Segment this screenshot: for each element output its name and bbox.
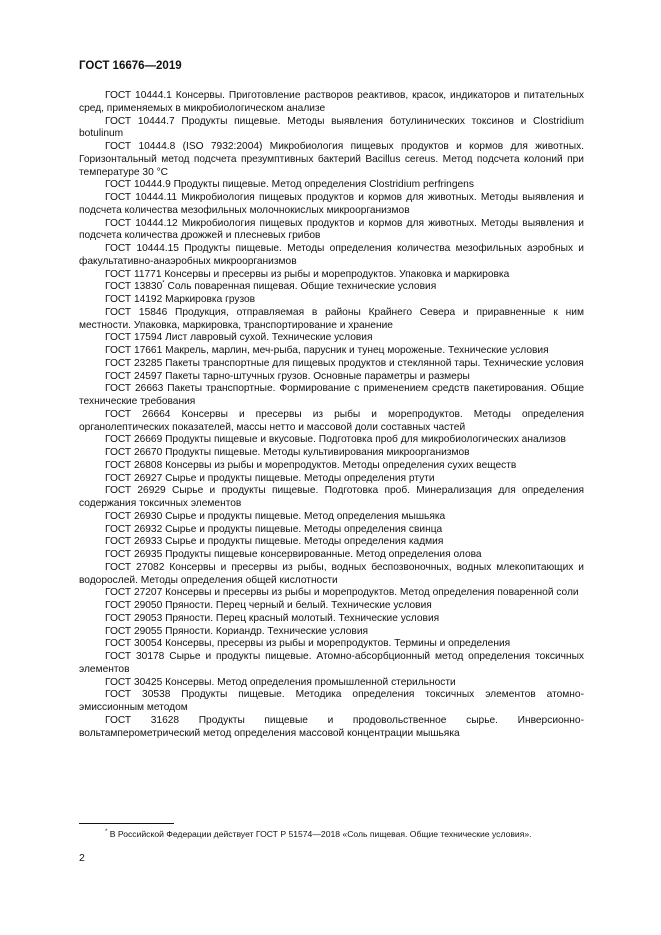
reference-entry: ГОСТ 10444.15 Продукты пищевые. Методы определения количества мезофильных аэробных и факультативно-анаэробных микроорганизмов [79, 243, 584, 267]
reference-entry: ГОСТ 17594 Лист лавровый сухой. Технические условия [105, 332, 373, 344]
reference-entry: ГОСТ 24597 Пакеты тарно-штучных грузов. Основные параметры и размеры [105, 370, 470, 382]
reference-entry: ГОСТ 26933 Сырье и продукты пищевые. Методы определения кадмия [105, 536, 444, 548]
reference-entry: ГОСТ 26935 Продукты пищевые консервированные. Метод определения олова [105, 549, 482, 560]
reference-title: Соль поваренная пищевая. Общие технические условия [164, 281, 437, 293]
reference-entry: ГОСТ 29053 Пряности. Перец красный молотый. Технические условия [105, 612, 440, 624]
reference-entry: ГОСТ 10444.1 Консервы. Приготовление растворов реактивов, красок, индикаторов и питательных сред, применяемых в микробиологическом анализе [79, 90, 584, 114]
document-header: ГОСТ 16676—2019 [79, 60, 182, 72]
footnote-divider [79, 823, 174, 824]
footnote [79, 829, 599, 840]
reference-entry: ГОСТ 10444.7 Продукты пищевые. Методы выявления ботулинических токсинов и Clostridium botulinum [79, 115, 584, 140]
page-number: 2 [79, 852, 85, 864]
reference-entry: ГОСТ 30178 Сырье и продукты пищевые. Атомно-абсорбционный метод определения токсичных элементов [79, 651, 584, 675]
reference-entry: ГОСТ 10444.11 Микробиология пищевых продуктов и кормов для животных. Методы выявления и подсчета количества мезофильных молочнокислых микроорганизмов [79, 192, 584, 216]
normative-references-list [79, 90, 584, 740]
reference-entry: ГОСТ 26669 Продукты пищевые и вкусовые. Подготовка проб для микробиологических анализов [105, 434, 566, 446]
reference-entry: ГОСТ 30425 Консервы. Метод определения промышленной стерильности [105, 676, 456, 688]
footnote-marker: * [162, 280, 165, 287]
reference-entry: ГОСТ 26932 Сырье и продукты пищевые. Методы определения свинца [105, 523, 443, 535]
reference-entry: ГОСТ 26663 Пакеты транспортные. Формирование с применением средств пакетирования. Общие технические требования [79, 383, 584, 407]
reference-entry: ГОСТ 26927 Сырье и продукты пищевые. Методы определения ртути [105, 472, 435, 484]
reference-entry: ГОСТ 26808 Консервы из рыбы и морепродуктов. Методы определения сухих веществ [105, 459, 517, 471]
reference-entry: ГОСТ 14192 Маркировка грузов [105, 294, 256, 305]
reference-entry: ГОСТ 26930 Сырье и продукты пищевые. Метод определения мышьяка [105, 510, 446, 522]
reference-entry: ГОСТ 30054 Консервы, пресервы из рыбы и морепродуктов. Термины и определения [105, 638, 511, 650]
reference-entry: ГОСТ 27082 Консервы и пресервы из рыбы, водных беспозвоночных, водных млекопитающих и водорослей. Методы определения общей кислотности [79, 561, 584, 586]
reference-entry: ГОСТ 26664 Консервы и пресервы из рыбы и морепродуктов. Методы определения органолептических показателей, массы нетто и массовой доли составных частей [79, 408, 584, 433]
reference-entry: ГОСТ 17661 Макрель, марлин, меч-рыба, парусник и тунец мороженые. Технические условия [105, 345, 549, 356]
reference-entry: ГОСТ 10444.12 Микробиология пищевых продуктов и кормов для животных. Методы выявления и подсчета количества дрожжей и плесневых грибов [79, 217, 584, 242]
reference-entry: ГОСТ 26670 Продукты пищевые. Методы культивирования микроорганизмов [105, 447, 470, 458]
reference-entry: ГОСТ 31628 Продукты пищевые и продовольственное сырье. Инверсионно-вольтамперометрический метод определения массовой концентрации мышьяка [79, 714, 584, 739]
reference-entry: ГОСТ 29055 Пряности. Кориандр. Технические условия [105, 625, 369, 637]
reference-entry: ГОСТ 10444.8 (ISO 7932:2004) Микробиология пищевых продуктов и кормов для животных. Горизонтальный метод подсчета презумптивных бактерий Bacillus cereus. Метод подсчета колоний при температуре 30 °C [79, 141, 584, 178]
reference-entry: ГОСТ 23285 Пакеты транспортные для пищевых продуктов и стеклянной тары. Технические условия [105, 357, 584, 369]
reference-entry: ГОСТ 26929 Сырье и продукты пищевые. Подготовка проб. Минерализация для определения содержания токсичных элементов [79, 485, 584, 509]
footnote-mark: * [105, 829, 108, 836]
reference-entry-13830 [79, 281, 584, 294]
reference-entry: ГОСТ 15846 Продукция, отправляемая в районы Крайнего Севера и приравненные к ним местности. Упаковка, маркировка, транспортирование и хранение [79, 306, 584, 331]
reference-entry: ГОСТ 27207 Консервы и пресервы из рыбы и морепродуктов. Метод определения поваренной соли [105, 587, 579, 599]
reference-code: ГОСТ 13830 [105, 281, 163, 293]
reference-entry: ГОСТ 10444.9 Продукты пищевые. Метод определения Clostridium perfringens [105, 179, 474, 191]
reference-entry: ГОСТ 11771 Консервы и пресервы из рыбы и морепродуктов. Упаковка и маркировка [105, 268, 510, 280]
reference-entry: ГОСТ 29050 Пряности. Перец черный и белый. Технические условия [105, 600, 432, 611]
reference-entry: ГОСТ 30538 Продукты пищевые. Методика определения токсичных элементов атомно-эмиссионным методом [79, 689, 584, 713]
footnote-text: В Российской Федерации действует ГОСТ Р 51574—2018 «Соль пищевая. Общие технические условия». [107, 829, 532, 839]
